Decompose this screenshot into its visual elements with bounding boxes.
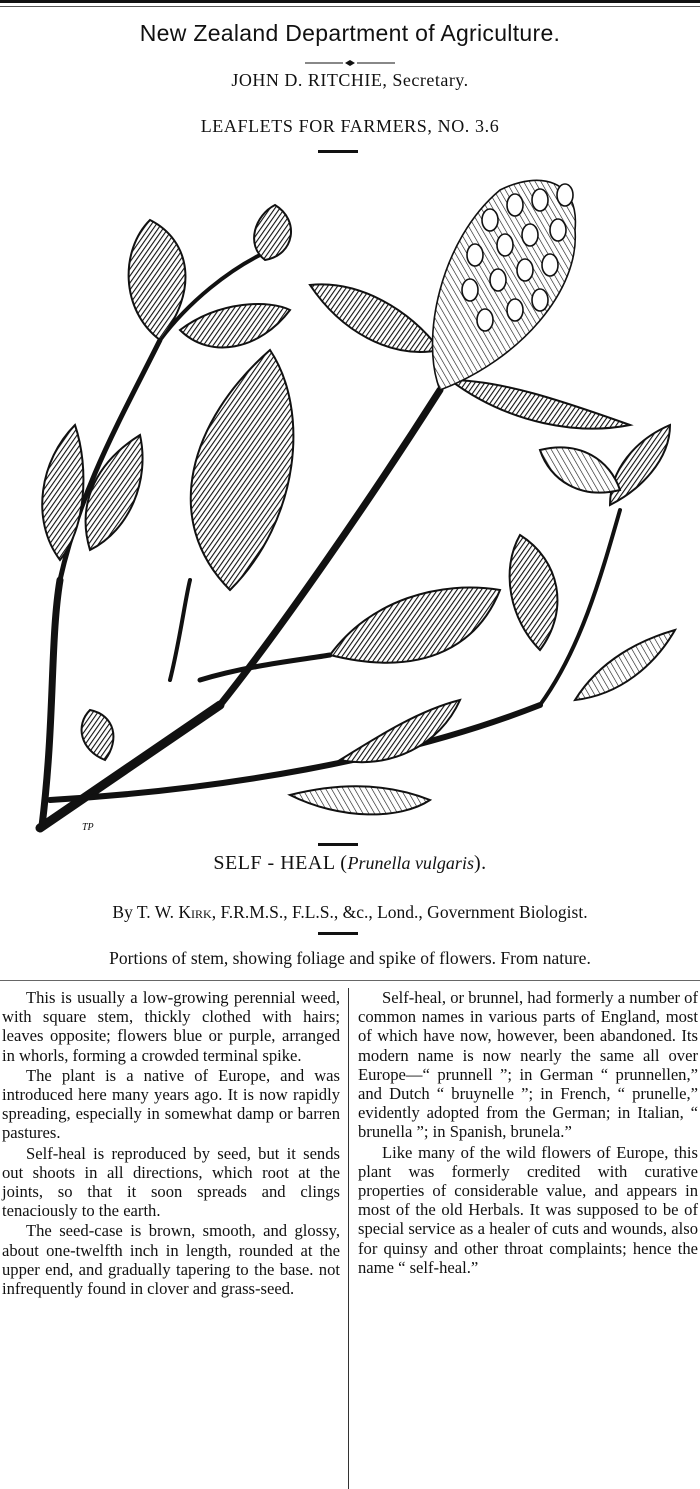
byline-credentials: , F.R.M.S., F.L.S., &c., Lond., Government Biologist. bbox=[211, 902, 588, 922]
article-paragraph: Self-heal, or brunnel, had formerly a number of common names in various parts of England, most of which have now, however, been abandoned. Its modern name is now nearly the same all over Europe—“ prunnell ”; in German “ prunnellen,” and Dutch “ bruynelle ”; in French, “ prunelle,” evidently adopted from the German; in Italian, “ brunella ”; in Spanish, brunela.” bbox=[358, 988, 698, 1142]
article-paragraph: Like many of the wild flowers of Europe, this plant was formerly credited with curative properties of considerable value, and appears in most of the old Herbals. It was supposed to be of special service as a healer of cuts and wounds, also for quinsy and other throat complaints; hence the name “ self-heal.” bbox=[358, 1142, 698, 1277]
department-title: New Zealand Department of Agriculture. bbox=[139, 20, 561, 46]
caption-end: ). bbox=[473, 852, 487, 874]
caption-main: SELF - HEAL ( bbox=[213, 852, 348, 874]
article-paragraph: The seed-case is brown, smooth, and glossy, about one-twelfth inch in length, rounded at the upper end, and gradually tapering to the base. not infrequently found in clover and grass-seed. bbox=[2, 1221, 340, 1299]
figure-caption bbox=[0, 852, 700, 875]
article-right-column bbox=[358, 988, 698, 1278]
byline-prefix: By T. W. bbox=[112, 902, 179, 922]
leaflet-number: LEAFLETS FOR FARMERS, NO. 3.6 bbox=[200, 116, 500, 136]
byline-rule bbox=[318, 932, 358, 935]
header-rule bbox=[318, 150, 358, 153]
article-paragraph: This is usually a low-growing perennial weed, with square stem, thickly clothed with hairs; leaves opposite; flowers blue or purple, arranged in whorls, forming a crowded terminal spike. bbox=[2, 988, 340, 1065]
caption-rule bbox=[318, 843, 358, 846]
svg-text:TP: TP bbox=[82, 822, 94, 833]
top-rule bbox=[0, 0, 700, 3]
ornament-divider bbox=[305, 58, 395, 68]
author-byline bbox=[0, 902, 700, 923]
illustration-note: Portions of stem, showing foliage and spike of flowers. From nature. bbox=[109, 948, 591, 968]
column-divider bbox=[348, 988, 349, 1489]
top-rule-thin bbox=[0, 6, 700, 7]
article-paragraph: Self-heal is reproduced by seed, but it sends out shoots in all directions, which root at the joints, so that it soon spreads and clings tenaciously to the earth. bbox=[2, 1143, 340, 1221]
secretary-line: JOHN D. RITCHIE, Secretary. bbox=[231, 70, 469, 90]
section-divider bbox=[0, 980, 700, 981]
article-left-column bbox=[2, 988, 340, 1299]
article-paragraph: The plant is a native of Europe, and was introduced here many years ago. It is now rapidly spreading, especially in somewhat damp or barren pastures. bbox=[2, 1065, 340, 1143]
caption-latin-name: Prunella vulgaris bbox=[347, 853, 474, 873]
self-heal-plant-illustration bbox=[20, 160, 700, 840]
byline-author-name: Kirk bbox=[178, 902, 212, 922]
